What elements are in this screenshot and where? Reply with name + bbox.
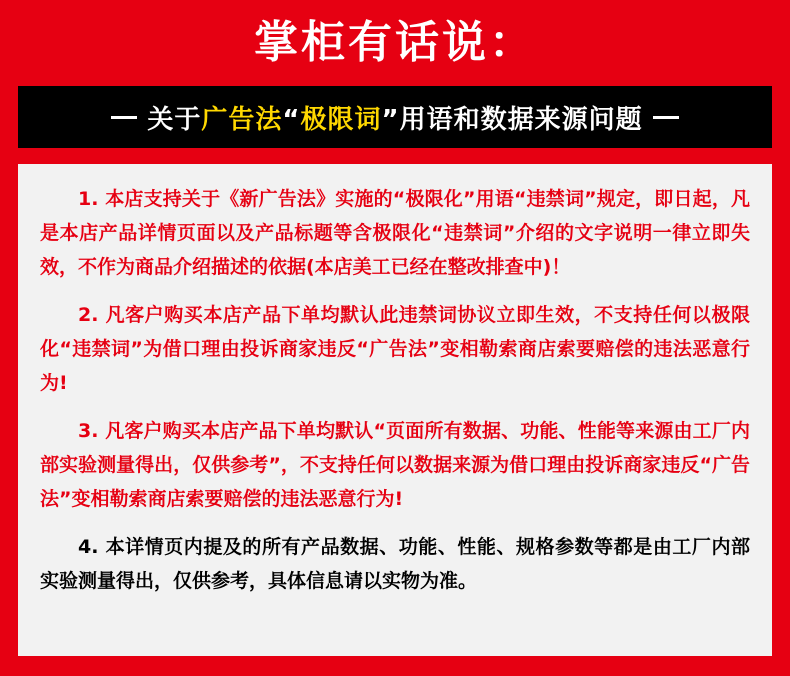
subtitle-text (147, 99, 642, 136)
statement-panel (18, 164, 772, 656)
page-title: 掌柜有话说： (254, 17, 536, 68)
poster-header (0, 0, 790, 86)
subtitle-quote-open: “ (282, 104, 301, 135)
statement-paragraph-1: 1. 本店支持关于《新广告法》实施的“极限化”用语“违禁词”规定，即日起，凡是本店产品详情页面以及产品标题等含极限化“违禁词”介绍的文字说明一律立即失效，不作为商品介绍描述的依据(本店美工已经在整改排查中)！ (40, 188, 750, 278)
subtitle-banner (18, 86, 772, 148)
statement-paragraph-3: 3. 凡客户购买本店产品下单均默认“页面所有数据、功能、性能等来源由工厂内部实验测量得出，仅供参考”，不支持任何以数据来源为借口理由投诉商家违反“广告法”变相勒索商店索要赔偿的违法恶意行为! (40, 420, 750, 510)
statement-paragraph-2: 2. 凡客户购买本店产品下单均默认此违禁词协议立即生效，不支持任何以极限化“违禁词”为借口理由投诉商家违反“广告法”变相勒索商店索要赔偿的违法恶意行为! (40, 304, 750, 394)
subtitle-suffix: ”用语和数据来源问题 (381, 104, 643, 135)
subtitle-highlight-extreme-word: 极限词 (300, 104, 382, 135)
subtitle-prefix: 关于 (147, 104, 202, 135)
left-dash-icon (111, 116, 137, 119)
subtitle-highlight-ad-law: 广告法 (201, 104, 283, 135)
right-dash-icon (653, 116, 679, 119)
statement-paragraph-4: 4. 本详情页内提及的所有产品数据、功能、性能、规格参数等都是由工厂内部实验测量得出，仅供参考，具体信息请以实物为准。 (40, 536, 750, 592)
